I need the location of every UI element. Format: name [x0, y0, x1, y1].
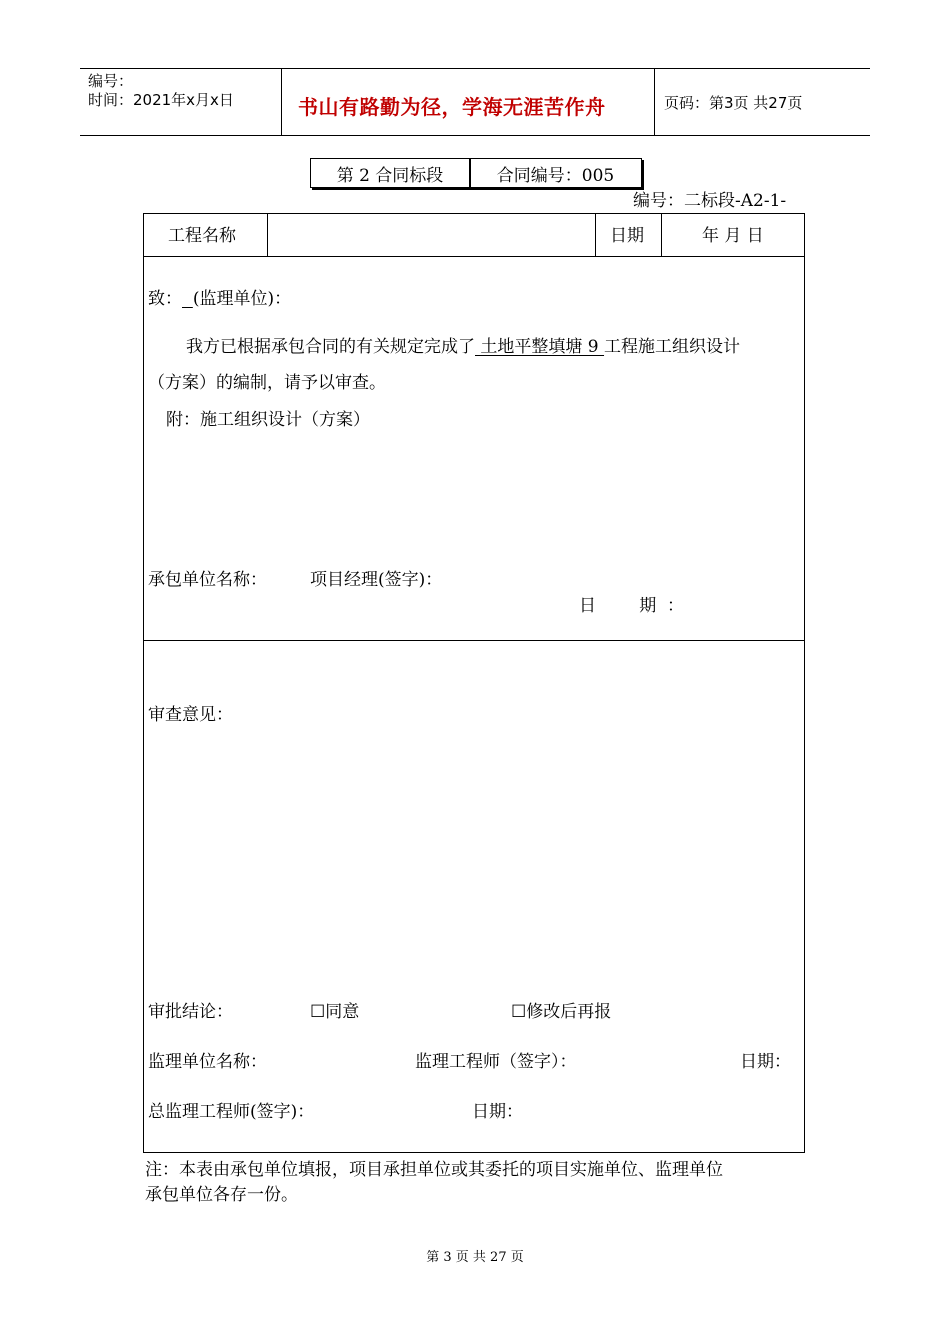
project-name-field[interactable]: [279, 225, 579, 247]
note-line-2: 承包单位各存一份。: [145, 1185, 298, 1205]
addressee-blank[interactable]: [182, 289, 193, 309]
project-manager-label: 项目经理(签字)：: [310, 570, 443, 590]
contractor-date-label: 日 期 ：: [579, 596, 685, 616]
addressee-line: [148, 288, 291, 310]
contract-section: 第 2 合同标段: [311, 159, 470, 187]
body-prefix: 我方已根据承包合同的有关规定完成了: [186, 337, 475, 357]
row-divider-header: [144, 256, 804, 257]
supervisor-engineer-label: 监理工程师（签字）：: [415, 1052, 577, 1072]
supervisor-date-label: 日期：: [740, 1052, 791, 1072]
body-project-name: 土地平整填塘 9: [475, 337, 605, 357]
supervisor-unit-label: 监理单位名称：: [148, 1052, 267, 1072]
col-divider-3: [661, 214, 662, 256]
body-line-1: [186, 336, 740, 358]
col-divider-1: [267, 214, 268, 256]
row-divider-review: [144, 640, 804, 641]
contractor-name-label: 承包单位名称：: [148, 570, 267, 590]
header-divider-left: [281, 68, 282, 135]
option-agree-checkbox[interactable]: ☐同意: [310, 1002, 360, 1022]
project-name-label: 工程名称: [168, 226, 236, 246]
header-bottom-rule: [80, 135, 870, 136]
body-line-2: （方案）的编制，请予以审查。: [148, 373, 386, 393]
option-revise-checkbox[interactable]: ☐修改后再报: [511, 1002, 612, 1022]
review-opinion-label: 审查意见：: [148, 705, 233, 725]
note-line-1: 注：本表由承包单位填报，项目承担单位或其委托的项目实施单位、监理单位: [145, 1160, 723, 1180]
approval-label: 审批结论：: [148, 1002, 233, 1022]
page-footer: 第 3 页 共 27 页: [426, 1250, 524, 1265]
header-page-info: 页码：第3页 共27页: [664, 94, 803, 112]
header-top-rule: [80, 68, 870, 69]
date-field[interactable]: 年 月 日: [702, 226, 764, 246]
col-divider-2: [595, 214, 596, 256]
attachment-line: 附：施工组织设计（方案）: [166, 410, 370, 430]
chief-engineer-label: 总监理工程师(签字)：: [148, 1102, 315, 1122]
header-number-label: 编号：: [88, 72, 134, 90]
contract-number: 合同编号：005: [496, 165, 615, 186]
document-code: 编号：二标段-A2-1-: [633, 191, 787, 211]
header-time-label: 时间：2021年x月x日: [88, 91, 234, 109]
application-form: [143, 213, 805, 1153]
header-divider-right: [654, 68, 655, 135]
header-motto: 书山有路勤为径，学海无涯苦作舟: [298, 95, 606, 119]
addressee-prefix: 致：: [148, 289, 182, 309]
contract-box: [310, 158, 642, 188]
date-label: 日期: [610, 226, 644, 246]
chief-date-label: 日期：: [472, 1102, 523, 1122]
addressee-suffix: (监理单位)：: [192, 289, 292, 309]
body-suffix: 工程施工组织设计: [604, 337, 741, 357]
